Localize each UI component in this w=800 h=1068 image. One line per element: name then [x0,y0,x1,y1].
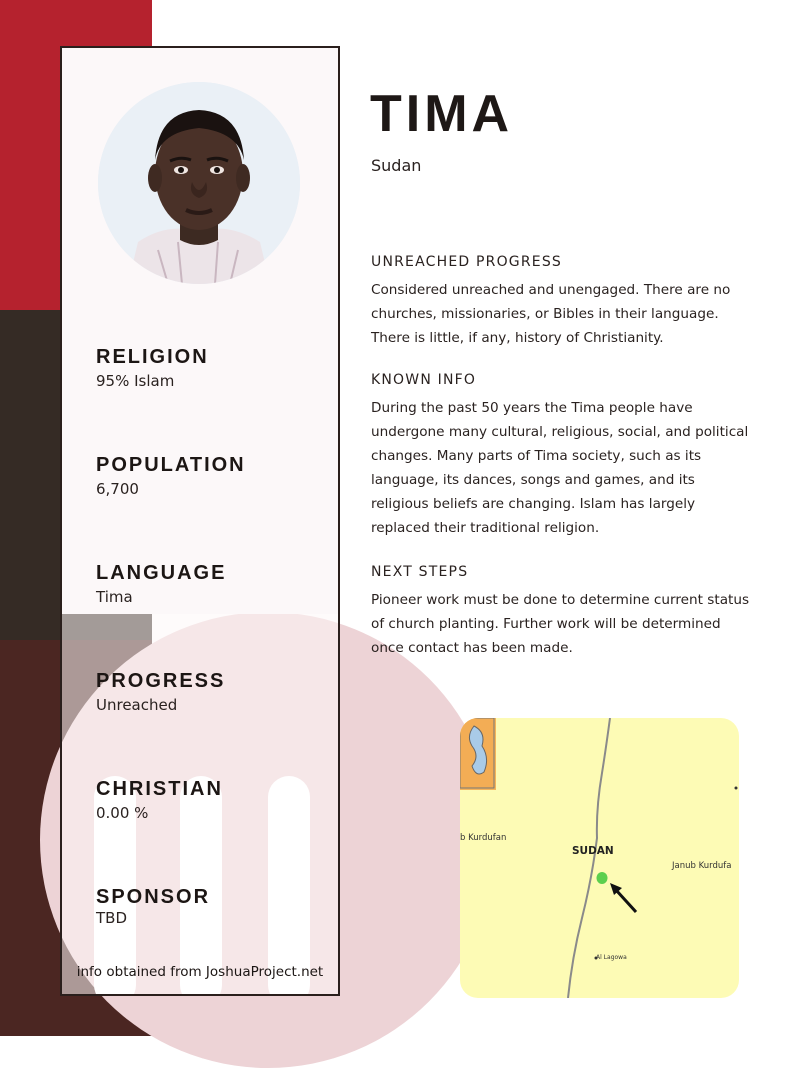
field-value: 95% Islam [96,372,175,390]
field-value: Unreached [96,696,178,714]
person-portrait [98,82,300,284]
sponsor-field [96,886,210,927]
map-label-east: Janub Kurdufa [672,861,732,871]
population-field [96,454,246,498]
section-heading: UNREACHED PROGRESS [371,254,562,270]
unreached-progress-section [371,254,751,350]
next-steps-section [371,564,751,660]
profile-panel [60,46,340,996]
source-credit: info obtained from JoshuaProject.net [76,964,324,980]
map-label-town: Al Lagowa [596,954,627,961]
section-body: Pioneer work must be done to determine current status of church planting. Further work will be determined once contact has been made. [371,592,750,656]
section-body: Considered unreached and unengaged. There are no churches, missionaries, or Bibles in their language. There is little, if any, history of Christianity. [371,282,731,346]
location-marker [597,872,608,884]
field-value: 6,700 [96,480,139,498]
field-value: 0.00 % [96,804,149,822]
field-label: PROGRESS [96,670,226,692]
field-label: RELIGION [96,346,209,368]
country-subtitle: Sudan [371,156,422,175]
section-heading: NEXT STEPS [371,564,469,580]
page-title: TIMA [370,85,514,143]
map-graphic [460,718,739,998]
decorative-pill [268,776,310,996]
map-label-west: b Kurdufan [460,833,507,843]
known-info-section [371,372,751,540]
field-label: POPULATION [96,454,246,476]
portrait-illustration [98,82,300,284]
language-field [96,562,226,606]
progress-field [96,670,225,714]
field-label: LANGUAGE [96,562,227,584]
field-label: SPONSOR [96,886,211,908]
field-value: Tima [96,588,133,606]
location-map [460,718,739,998]
christian-field [96,778,223,822]
field-label: CHRISTIAN [96,778,223,800]
section-heading: KNOWN INFO [371,372,477,388]
religion-field [96,346,209,390]
map-label-country: SUDAN [572,845,614,857]
section-body: During the past 50 years the Tima people have undergone many cultural, religious, social, and political changes. Many parts of Tima society, such as its language, its dances, songs and games, and its religious beliefs are changing. Islam has largely replaced their traditional religion. [371,400,749,536]
field-value: TBD [96,909,128,927]
